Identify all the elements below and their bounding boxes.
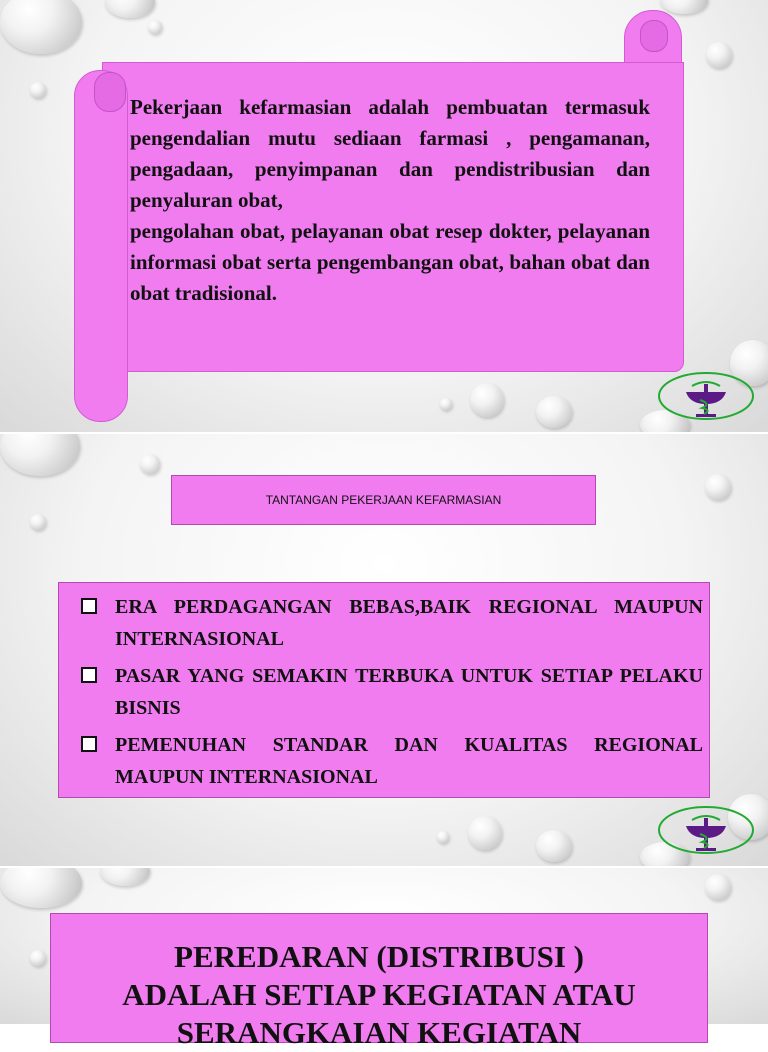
heading-line-2: ADALAH SETIAP KEGIATAN ATAU [122, 977, 636, 1012]
checkbox-bullet-icon [81, 598, 97, 614]
slide-title-box: TANTANGAN PEKERJAAN KEFARMASIAN [171, 475, 596, 525]
water-drop [705, 474, 731, 500]
water-drop [148, 20, 162, 34]
water-drop [0, 0, 82, 54]
water-drop [660, 0, 708, 14]
scroll-left-curl [94, 72, 126, 112]
checkbox-bullet-icon [81, 736, 97, 752]
water-drop [30, 514, 46, 530]
heading-line-1: PEREDARAN (DISTRIBUSI ) [174, 939, 584, 974]
water-drop [468, 816, 502, 850]
pharmacy-logo-icon [656, 370, 756, 422]
water-drop [536, 830, 572, 862]
water-drop [30, 950, 46, 966]
list-item [81, 729, 703, 793]
scroll-right-curl [640, 20, 668, 52]
paragraph-definition: Pekerjaan kefarmasian adalah pembuatan termasuk pengendalian mutu sediaan farmasi , pengamanan, pengadaan, penyimpanan dan pendistribusian dan penyaluran obat, [130, 95, 650, 212]
water-drop [100, 868, 150, 886]
scroll-left-roll [74, 70, 128, 422]
water-drop [140, 454, 160, 474]
water-drop [0, 434, 80, 476]
list-item-text: ERA PERDAGANGAN BEBAS,BAIK REGIONAL MAUPUN INTERNASIONAL [115, 596, 703, 650]
water-drop [705, 874, 731, 900]
pharmacy-logo-icon [656, 804, 756, 856]
list-item-text: PEMENUHAN STANDAR DAN KUALITAS REGIONAL MAUPUN INTERNASIONAL [115, 734, 703, 788]
water-drop [105, 0, 155, 18]
slide-1 [0, 0, 768, 432]
checkbox-bullet-icon [81, 667, 97, 683]
water-drop [437, 831, 449, 843]
challenges-list [58, 582, 710, 798]
water-drop [0, 868, 82, 908]
list-item [81, 591, 703, 655]
water-drop [706, 42, 732, 68]
list-item-text: PASAR YANG SEMAKIN TERBUKA UNTUK SETIAP PELAKU BISNIS [115, 665, 703, 719]
heading-line-3: SERANGKAIAN KEGIATAN [176, 1015, 582, 1050]
scroll-text [130, 92, 650, 309]
list-item [81, 660, 703, 724]
paragraph-continuation: pengolahan obat, pelayanan obat resep dokter, pelayanan informasi obat serta pengembangan obat, bahan obat dan obat tradisional. [130, 219, 650, 305]
water-drop [30, 82, 46, 98]
